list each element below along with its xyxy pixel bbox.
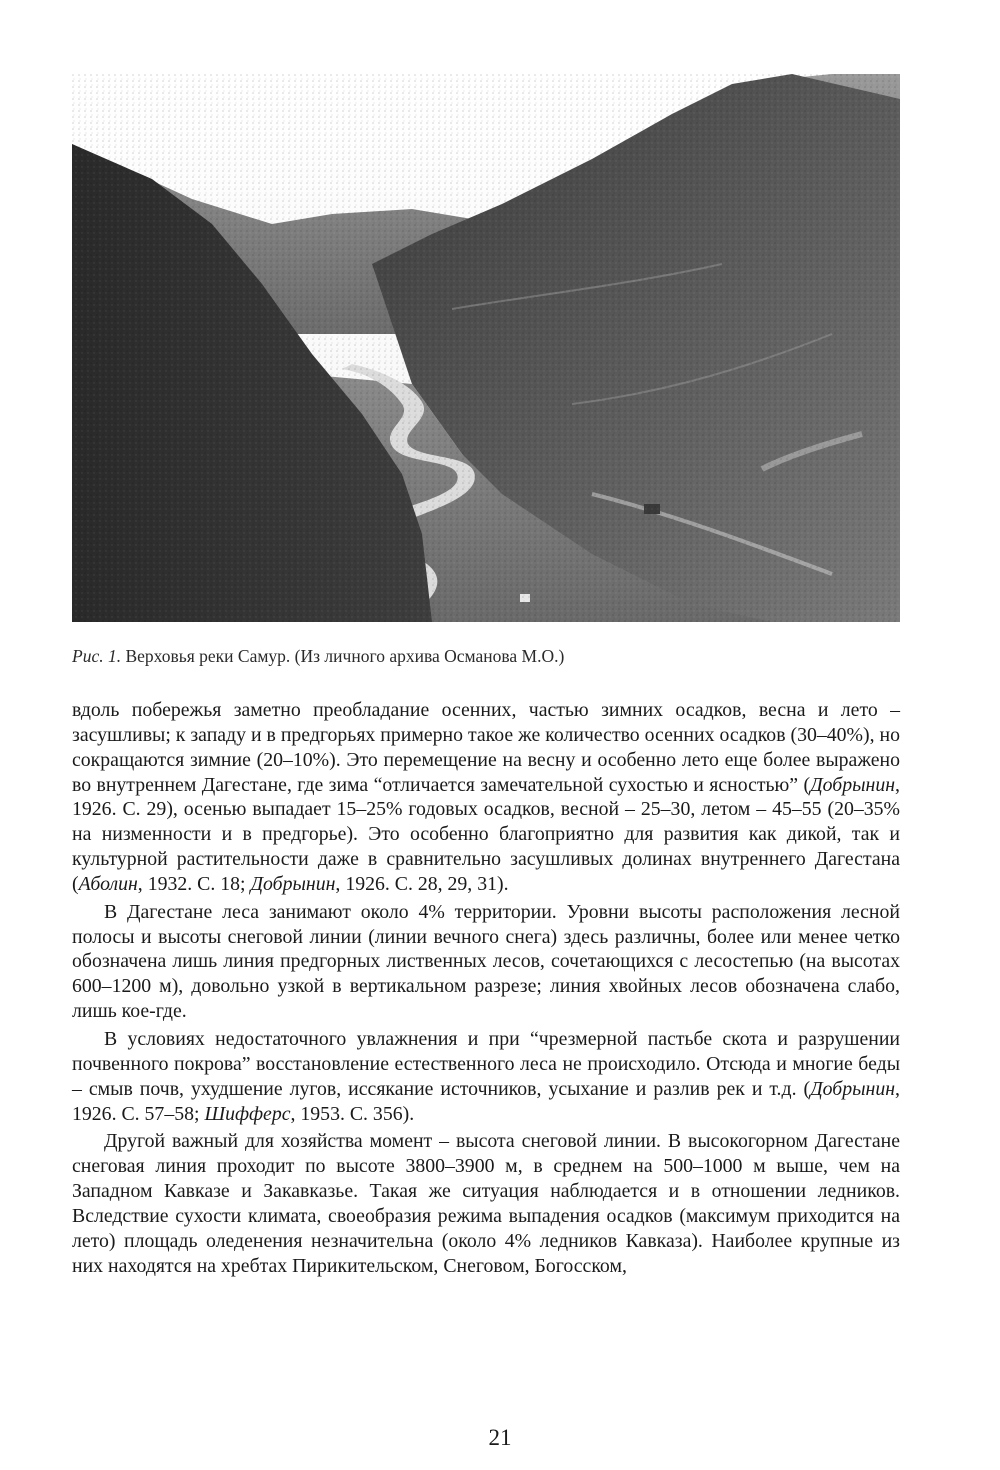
text-run: вдоль побережья заметно преобладание осенних, частью зимних осадков, весна и лето – засушливы; к западу и в предгорьях примерно такое же количество осенних осадков (30–40%), но сокращаются зимние (20–10%). Это перемещение на весну и особенно лето еще более выражено во внутреннем Дагестане, где зима “отличается замечательной сухостью и ясностью” ( (72, 699, 900, 796)
paragraph-4 (72, 1129, 900, 1278)
author-citation: Шифферс (204, 1102, 291, 1125)
author-citation: Добрынин (250, 872, 336, 895)
figure-caption (72, 646, 900, 667)
page-number: 21 (488, 1425, 512, 1450)
text-run: В условиях недостаточного увлажнения и при “чрезмерной пастьбе скота и разрушении почвенного покрова” восстановление естественного леса не происходило. Отсюда и многие беды – смыв почв, ухудшение лугов, иссякание источников, усыхание и разлив рек и т.д. ( (72, 1027, 900, 1100)
text-run: , 1926. С. 28, 29, 31). (335, 872, 509, 895)
paragraph-1 (72, 698, 900, 897)
text-run: , 1926. С. 29), осенью выпадает 15–25% годовых осадков, весной – 25–30, летом – 45–55 (20–35% на низменности и в предгорье). Это особенно благоприятно для развития как дикой, так и культурной растительности даже в сравнительно засушливых долинах внутреннего Дагестана ( (72, 773, 900, 895)
text-run: В Дагестане леса занимают около 4% территории. Уровни высоты расположения лесной полосы и высоты снеговой линии (линии вечного снега) здесь различны, более или менее четко обозначена лишь линия предгорных лиственных лесов, сочетающихся с лесостепью (на высотах 600–1200 м), довольно узкой в вертикальном разрезе; линия хвойных лесов обозначена слабо, лишь кое-где. (72, 900, 900, 1023)
paragraph-2 (72, 900, 900, 1024)
figure-caption-text: Верховья реки Самур. (Из личного архива Османова М.О.) (121, 646, 565, 666)
text-run: , 1932. С. 18; (137, 872, 251, 895)
figure-caption-label: Рис. 1. (72, 646, 122, 666)
text-run: , 1953. С. 356). (290, 1102, 415, 1125)
author-citation: Добрынин (810, 1077, 896, 1100)
river-valley-photo (72, 74, 900, 622)
body-text (72, 698, 900, 1278)
text-run: , 1926. С. 57–58; (72, 1077, 900, 1125)
author-citation: Аболин (78, 872, 138, 895)
samur-valley-illustration (72, 74, 900, 622)
text-run: Другой важный для хозяйства момент – высота снеговой линии. В высокогорном Дагестане снеговая линия проходит по высоте 3800–3900 м, в среднем на 500–1000 м выше, чем на Западном Кавказе и Закавказье. Такая же ситуация наблюдается и в отношении ледников. Вследствие сухости климата, своеобразия режима выпадения осадков (максимум приходится на лето) площадь оледенения незначительна (около 4% ледников Кавказа). Наиболее крупные из них находятся на хребтах Пирикительском, Снеговом, Богосском, (72, 1130, 900, 1277)
author-citation: Добрынин (810, 773, 896, 796)
paragraph-3 (72, 1027, 900, 1126)
